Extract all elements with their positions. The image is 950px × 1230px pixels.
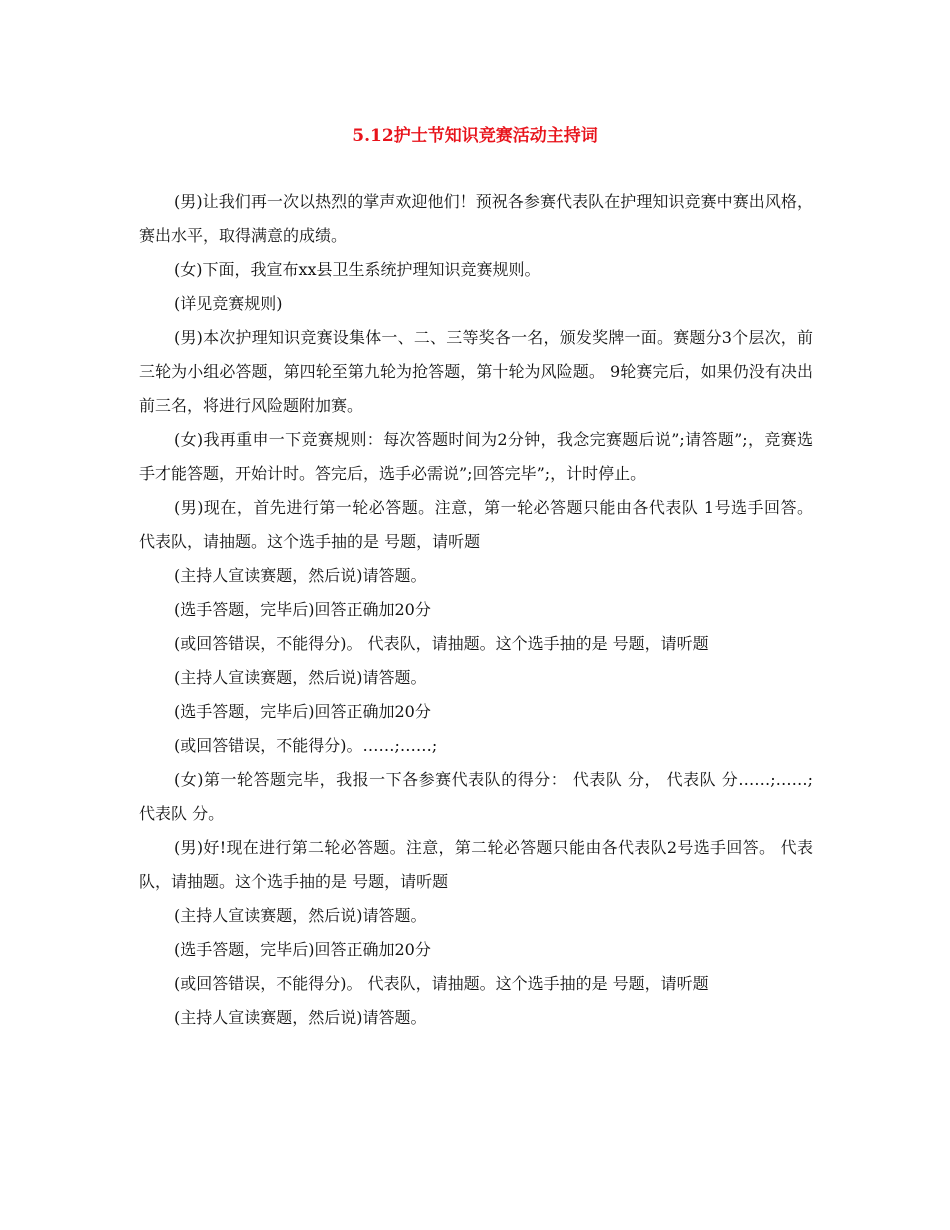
paragraph: (详见竞赛规则) bbox=[174, 294, 283, 313]
paragraph: (女)下面，我宣布xx县卫生系统护理知识竞赛规则。 bbox=[174, 260, 541, 279]
paragraph: (男)现在，首先进行第一轮必答题。注意，第一轮必答题只能由各代表队 1号选手回答。 代表队，请抽题。这个选手抽的是 号题，请听题 bbox=[139, 498, 813, 551]
paragraph: (主持人宣读赛题，然后说)请答题。 bbox=[174, 566, 427, 585]
paragraph: (主持人宣读赛题，然后说)请答题。 bbox=[174, 668, 427, 687]
document-body bbox=[139, 185, 813, 1035]
paragraph: (或回答错误，不能得分)。 代表队，请抽题。这个选手抽的是 号题，请听题 bbox=[174, 634, 709, 653]
paragraph: (选手答题，完毕后)回答正确加20分 bbox=[174, 702, 431, 721]
paragraph: (主持人宣读赛题，然后说)请答题。 bbox=[174, 906, 427, 925]
paragraph: (女)我再重申一下竞赛规则：每次答题时间为2分钟，我念完赛题后说”;请答题”;，竞赛选手才能答题，开始计时。答完后，选手必需说”;回答完毕”;，计时停止。 bbox=[139, 430, 813, 483]
paragraph: (男)本次护理知识竞赛设集体一、二、三等奖各一名，颁发奖牌一面。赛题分3个层次，前三轮为小组必答题，第四轮至第九轮为抢答题，第十轮为风险题。 9轮赛完后，如果仍没有决出前三名，将进行风险题附加赛。 bbox=[139, 328, 813, 415]
paragraph: (或回答错误，不能得分)。 代表队，请抽题。这个选手抽的是 号题，请听题 bbox=[174, 974, 709, 993]
document-title: 5.12护士节知识竞赛活动主持词 bbox=[352, 126, 598, 146]
paragraph: (主持人宣读赛题，然后说)请答题。 bbox=[174, 1008, 427, 1027]
paragraph: (男)好!现在进行第二轮必答题。注意，第二轮必答题只能由各代表队2号选手回答。 代表队，请抽题。这个选手抽的是 号题，请听题 bbox=[139, 838, 813, 891]
paragraph: (或回答错误，不能得分)。……;……; bbox=[174, 736, 438, 755]
paragraph: (女)第一轮答题完毕，我报一下各参赛代表队的得分： 代表队 分， 代表队 分……;……; 代表队 分。 bbox=[139, 770, 813, 823]
paragraph: (选手答题，完毕后)回答正确加20分 bbox=[174, 940, 431, 959]
paragraph: (选手答题，完毕后)回答正确加20分 bbox=[174, 600, 431, 619]
paragraph: (男)让我们再一次以热烈的掌声欢迎他们！预祝各参赛代表队在护理知识竞赛中赛出风格，赛出水平，取得满意的成绩。 bbox=[139, 192, 813, 245]
